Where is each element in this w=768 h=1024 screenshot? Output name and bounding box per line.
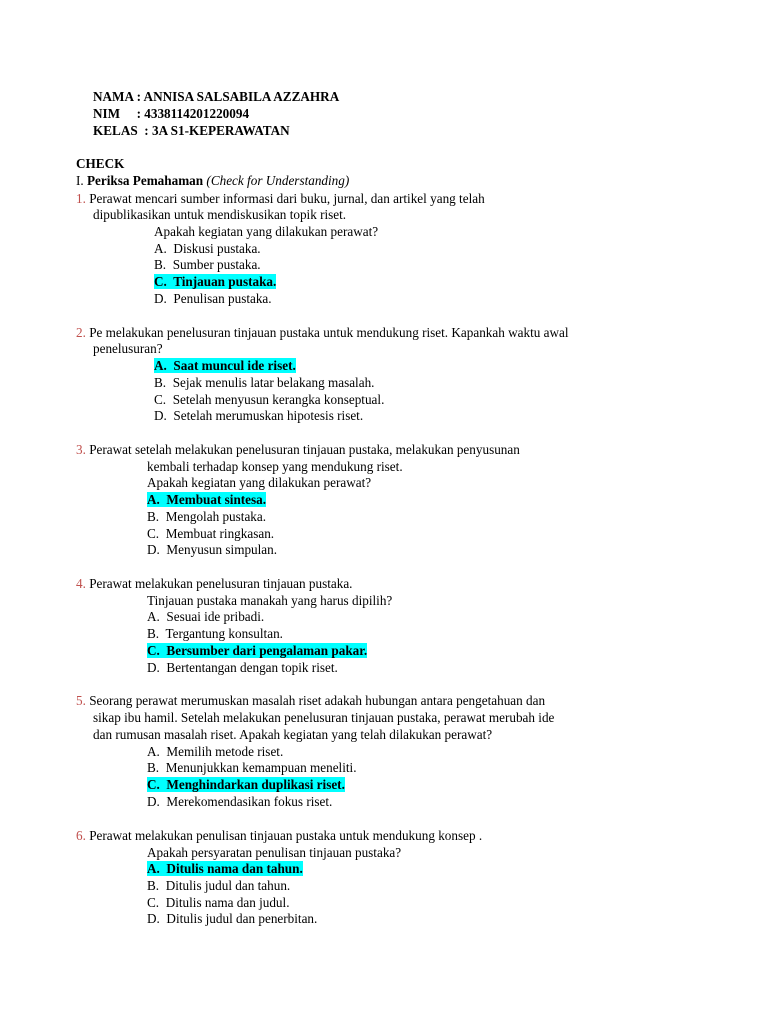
student-class: KELAS : 3A S1-KEPERAWATAN <box>93 123 290 138</box>
question-2-line-2: penelusuran? <box>93 341 163 356</box>
question-1-option-c <box>154 273 276 290</box>
question-6-option-b <box>147 877 290 894</box>
option-text: Ditulis judul dan tahun. <box>165 878 291 893</box>
question-6-text: Perawat melakukan penulisan tinjauan pustaka untuk mendukung konsep . <box>89 828 483 843</box>
answer-highlight <box>147 492 266 507</box>
question-3-line-2: kembali terhadap konsep yang mendukung riset. <box>147 459 403 474</box>
option-text: Membuat sintesa. <box>166 492 267 507</box>
question-3-option-c <box>147 525 274 542</box>
question-6-number: 6. <box>76 828 86 843</box>
question-1-line-1 <box>76 190 485 207</box>
option-letter: A. <box>147 609 160 624</box>
question-1-number: 1. <box>76 191 86 206</box>
option-text: Tergantung konsultan. <box>165 626 283 641</box>
question-3-line-1 <box>76 441 520 458</box>
question-5-text: Seorang perawat merumuskan masalah riset adakah hubungan antara pengetahuan dan <box>89 693 546 708</box>
question-3-prompt: Apakah kegiatan yang dilakukan perawat? <box>147 475 372 490</box>
option-letter: C. <box>147 895 160 910</box>
option-letter: B. <box>147 509 160 524</box>
question-4-option-a <box>147 608 264 625</box>
question-5-option-b <box>147 759 357 776</box>
section-heading <box>76 172 349 189</box>
option-letter: B. <box>147 760 160 775</box>
option-text: Mengolah pustaka. <box>165 509 267 524</box>
question-1-prompt: Apakah kegiatan yang dilakukan perawat? <box>154 224 379 239</box>
question-6-option-a <box>147 860 303 877</box>
option-letter: B. <box>154 257 167 272</box>
option-letter: C. <box>147 777 160 792</box>
option-letter: B. <box>147 626 160 641</box>
option-text: Merekomendasikan fokus riset. <box>166 794 333 809</box>
question-2-line-1 <box>76 324 569 341</box>
question-2-option-a <box>154 357 296 374</box>
option-letter: B. <box>147 878 160 893</box>
question-6-line-1 <box>76 827 482 844</box>
option-text: Sejak menulis latar belakang masalah. <box>172 375 375 390</box>
question-3-number: 3. <box>76 442 86 457</box>
question-4-number: 4. <box>76 576 86 591</box>
option-letter: A. <box>147 861 160 876</box>
question-6-option-d <box>147 910 317 927</box>
question-1-option-d <box>154 290 272 307</box>
question-5-number: 5. <box>76 693 86 708</box>
question-1-option-a <box>154 240 261 257</box>
question-4-line-1 <box>76 575 352 592</box>
section-title: CHECK <box>76 156 125 171</box>
answer-highlight <box>147 777 345 792</box>
option-text: Membuat ringkasan. <box>165 526 275 541</box>
option-text: Bertentangan dengan topik riset. <box>166 660 338 675</box>
option-letter: A. <box>154 358 167 373</box>
option-letter: D. <box>154 408 167 423</box>
question-2-option-c <box>154 391 384 408</box>
option-letter: D. <box>147 542 160 557</box>
option-text: Penulisan pustaka. <box>173 291 272 306</box>
option-text: Ditulis nama dan judul. <box>165 895 290 910</box>
question-2-text: Pe melakukan penelusuran tinjauan pustaka untuk mendukung riset. Kapankah waktu awal <box>89 325 569 340</box>
option-letter: D. <box>147 660 160 675</box>
section-heading-en: (Check for Understanding) <box>206 173 350 188</box>
option-text: Ditulis nama dan tahun. <box>166 861 303 876</box>
question-6-prompt: Apakah persyaratan penulisan tinjauan pustaka? <box>147 845 402 860</box>
question-5-line-3: dan rumusan masalah riset. Apakah kegiatan yang telah dilakukan perawat? <box>93 727 493 742</box>
answer-highlight <box>147 861 303 876</box>
answer-highlight <box>147 643 367 658</box>
question-6-option-c <box>147 894 290 911</box>
question-5-option-a <box>147 743 283 760</box>
question-5-option-d <box>147 793 332 810</box>
question-5-line-1 <box>76 692 545 709</box>
question-4-text: Perawat melakukan penelusuran tinjauan pustaka. <box>89 576 353 591</box>
question-3-text: Perawat setelah melakukan penelusuran tinjauan pustaka, melakukan penyusunan <box>89 442 520 457</box>
option-letter: A. <box>147 492 160 507</box>
question-1-line-2: dipublikasikan untuk mendiskusikan topik riset. <box>93 207 347 222</box>
option-letter: A. <box>147 744 160 759</box>
option-letter: C. <box>147 526 160 541</box>
option-text: Saat muncul ide riset. <box>173 358 296 373</box>
question-4-option-d <box>147 659 338 676</box>
question-5-option-c <box>147 776 345 793</box>
answer-highlight <box>154 358 296 373</box>
question-3-option-a <box>147 491 266 508</box>
option-text: Sumber pustaka. <box>172 257 261 272</box>
option-letter: C. <box>154 392 167 407</box>
answer-highlight <box>154 274 276 289</box>
question-4-option-c <box>147 642 367 659</box>
option-text: Setelah menyusun kerangka konseptual. <box>172 392 385 407</box>
option-letter: C. <box>147 643 160 658</box>
option-text: Menyusun simpulan. <box>166 542 278 557</box>
question-2-option-d <box>154 407 363 424</box>
section-heading-text: Periksa Pemahaman <box>87 173 204 188</box>
question-2-option-b <box>154 374 374 391</box>
option-text: Sesuai ide pribadi. <box>166 609 265 624</box>
option-text: Menunjukkan kemampuan meneliti. <box>165 760 357 775</box>
question-2-number: 2. <box>76 325 86 340</box>
option-text: Tinjauan pustaka. <box>173 274 277 289</box>
question-5-line-2: sikap ibu hamil. Setelah melakukan penelusuran tinjauan pustaka, perawat merubah ide <box>93 710 555 725</box>
option-letter: A. <box>154 241 167 256</box>
question-4-prompt: Tinjauan pustaka manakah yang harus dipilih? <box>147 593 393 608</box>
student-name: NAMA : ANNISA SALSABILA AZZAHRA <box>93 89 340 104</box>
option-text: Memilih metode riset. <box>166 744 284 759</box>
option-letter: C. <box>154 274 167 289</box>
student-nim: NIM : 4338114201220094 <box>93 106 250 121</box>
question-1-text: Perawat mencari sumber informasi dari buku, jurnal, dan artikel yang telah <box>89 191 485 206</box>
option-text: Setelah merumuskan hipotesis riset. <box>173 408 364 423</box>
question-1-option-b <box>154 256 261 273</box>
section-roman: I. <box>76 173 84 188</box>
option-letter: D. <box>154 291 167 306</box>
option-letter: D. <box>147 794 160 809</box>
option-text: Bersumber dari pengalaman pakar. <box>166 643 368 658</box>
option-text: Diskusi pustaka. <box>173 241 261 256</box>
option-letter: D. <box>147 911 160 926</box>
question-3-option-d <box>147 541 277 558</box>
option-text: Menghindarkan duplikasi riset. <box>166 777 345 792</box>
question-3-option-b <box>147 508 266 525</box>
option-text: Ditulis judul dan penerbitan. <box>166 911 318 926</box>
question-4-option-b <box>147 625 283 642</box>
option-letter: B. <box>154 375 167 390</box>
